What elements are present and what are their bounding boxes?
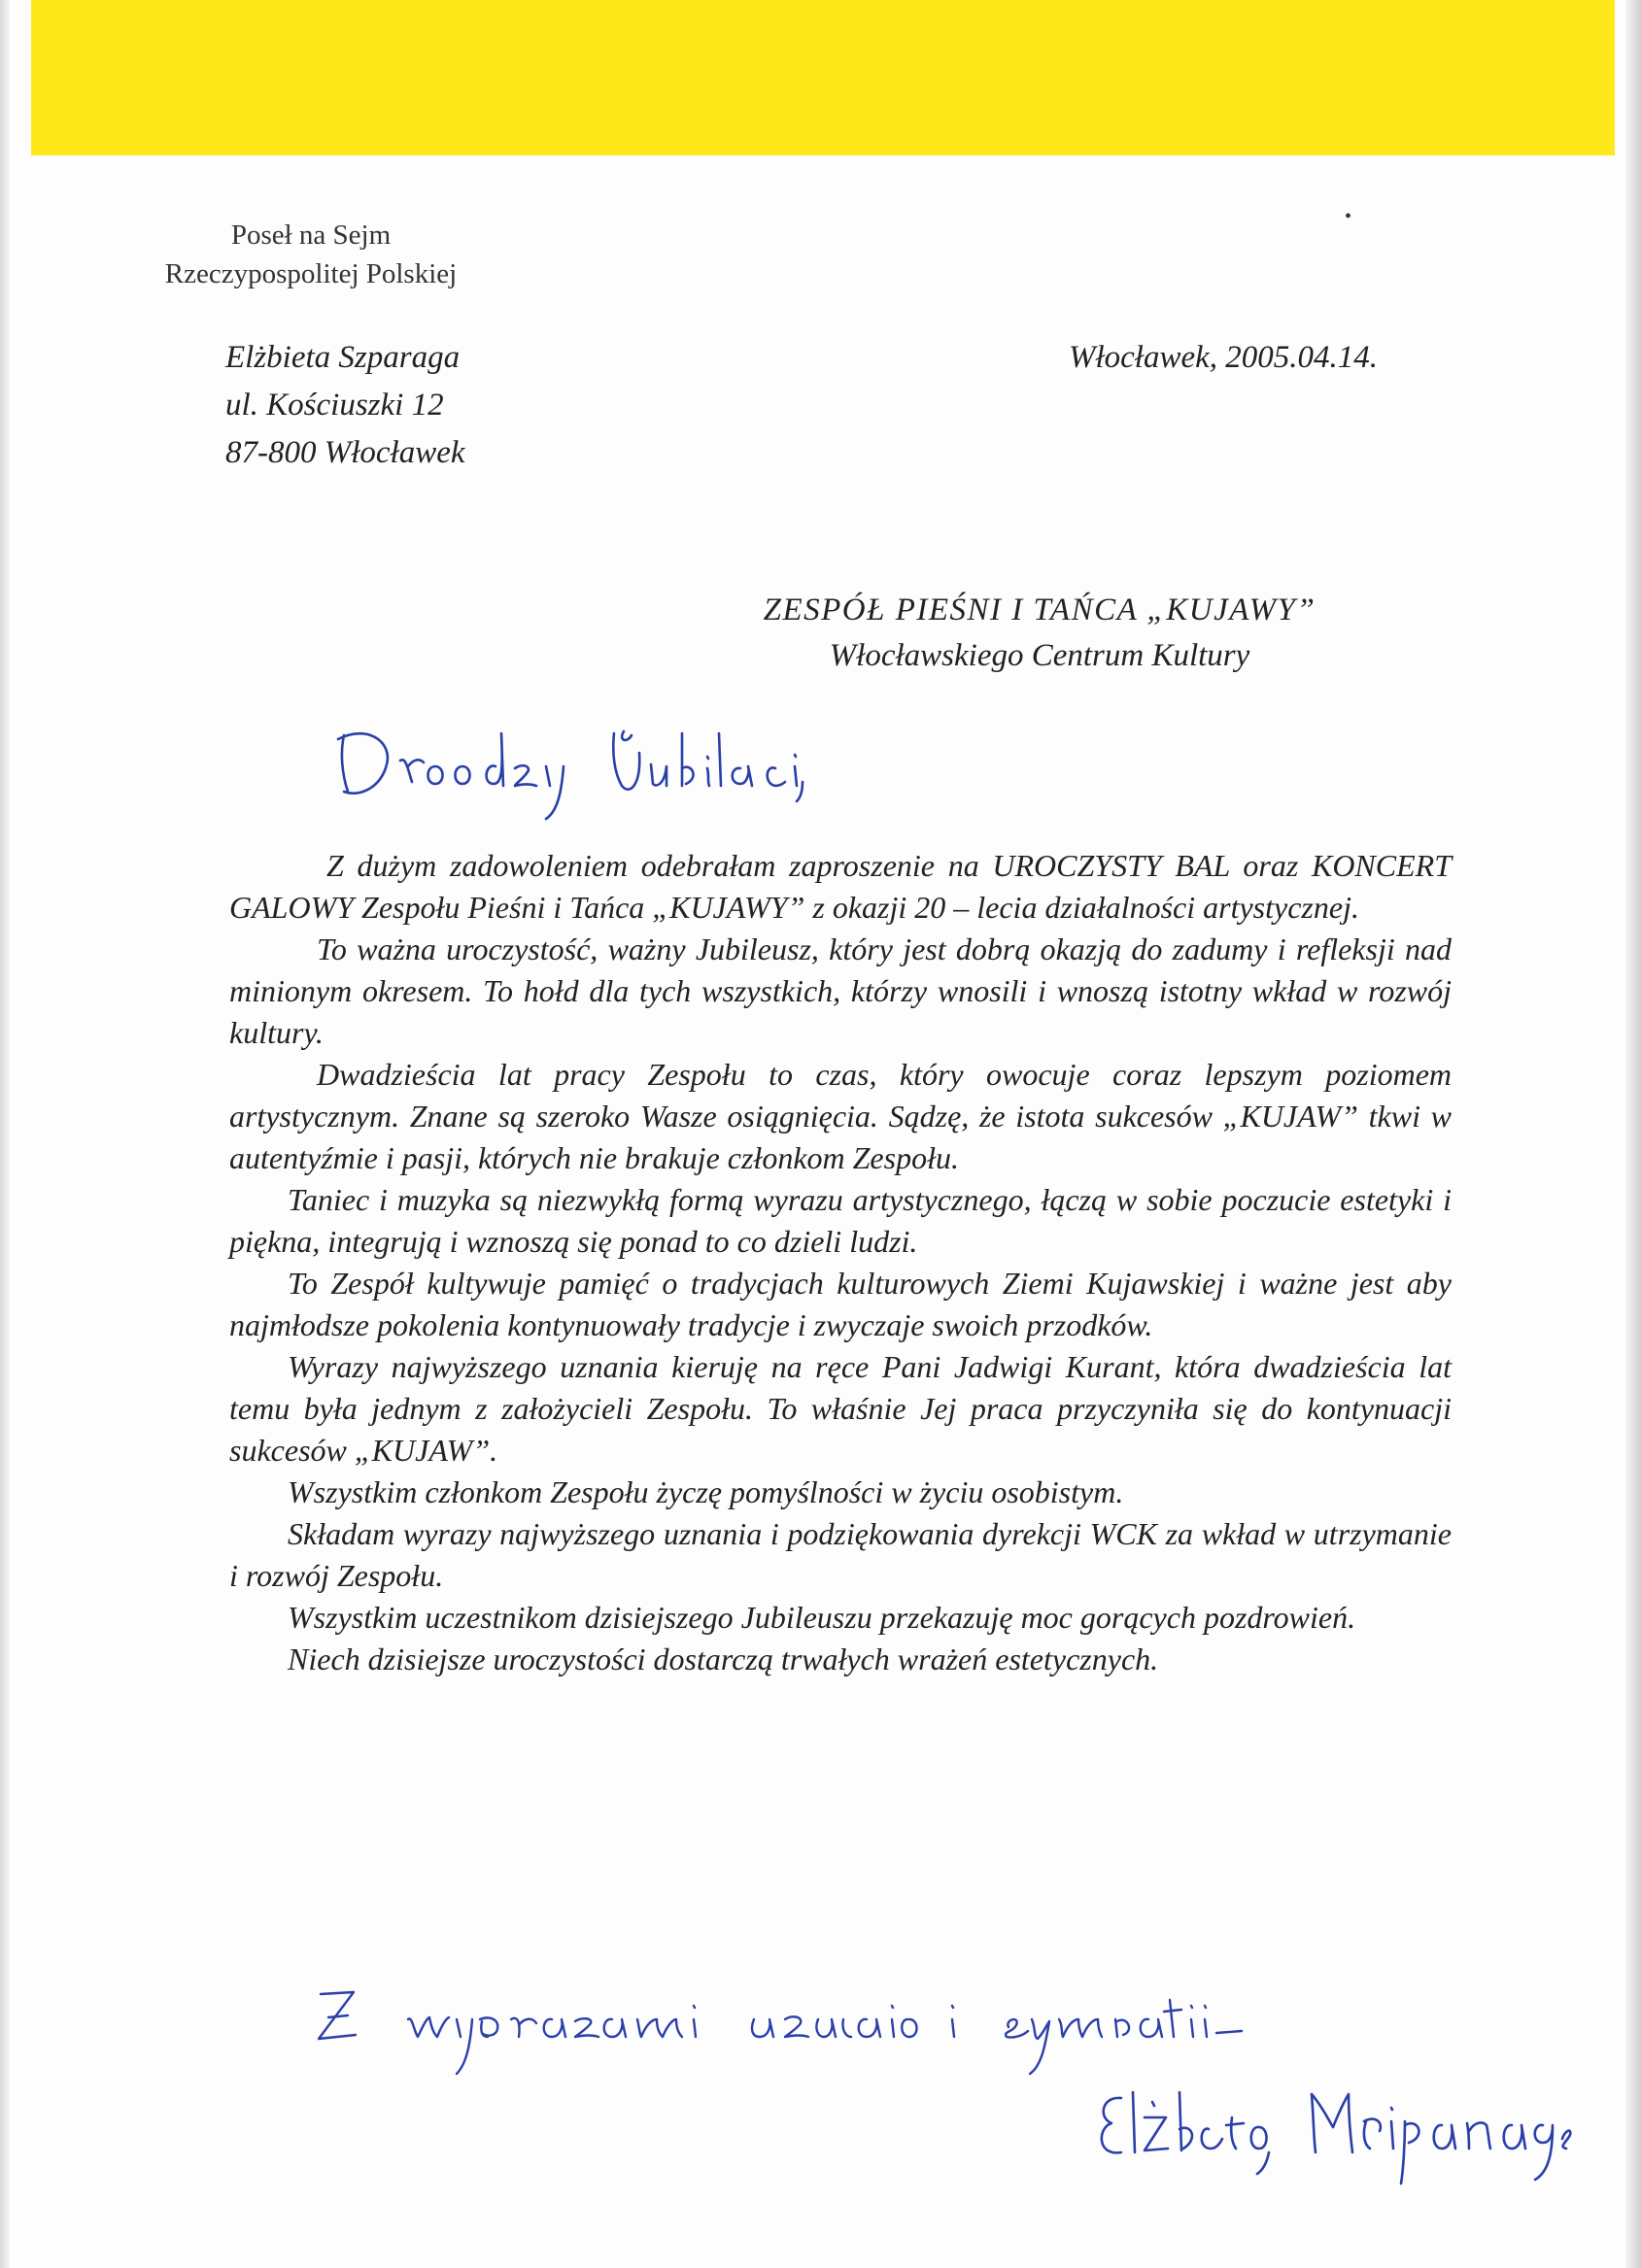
body-paragraph: Dwadzieścia lat pracy Zespołu to czas, który owocuje coraz lepszym poziomem artystycznym. Znane są szeroko Wasze osiągnięcia. Sądzę, że istota sukcesów „KUJAW” tkwi w autentyźmie i pasji, których nie brakuje członkom Zespołu. (229, 1057, 1452, 1175)
scan-edge-left (0, 0, 10, 2268)
handwritten-closing (311, 1977, 1438, 2083)
handwritten-salutation (330, 714, 806, 830)
sender-street: ul. Kościuszki 12 (225, 388, 444, 423)
body-paragraph: Składam wyrazy najwyższego uznania i podziękowania dyrekcji WCK za wkład w utrzymanie i rozwój Zespołu. (229, 1516, 1452, 1593)
body-paragraph: To Zespół kultywuje pamięć o tradycjach kulturowych Ziemi Kujawskiej i ważne jest aby najmłodsze pokolenia kontynuowały tradycje i zwyczaje swoich przodków. (229, 1266, 1452, 1342)
body-paragraph: Wyrazy najwyższego uznania kieruję na ręce Pani Jadwigi Kurant, która dwadzieścia lat temu była jednym z założycieli Zespołu. To właśnie Jej praca przyczyniła się do kontynuacji sukcesów „KUJAW”. (229, 1349, 1452, 1468)
letter-date: Włocławek, 2005.04.14. (1069, 340, 1379, 375)
recipient-organization: Włocławskiego Centrum Kultury (829, 638, 1250, 673)
sender-city: 87-800 Włocławek (225, 435, 465, 470)
recipient-name: ZESPÓŁ PIEŚNI I TAŃCA „KUJAWY” (763, 592, 1316, 627)
body-paragraph: To ważna uroczystość, ważny Jubileusz, który jest dobrą okazją do zadumy i refleksji nad minionym okresem. To hołd dla tych wszystkich, którzy wnosili i wnoszą istotny wkład w rozwój kultury. (229, 931, 1452, 1050)
body-paragraph: Wszystkim członkom Zespołu życzę pomyślności w życiu osobistym. (288, 1474, 1124, 1509)
body-paragraph: Z dużym zadowoleniem odebrałam zaproszenie na UROCZYSTY BAL oraz KONCERT GALOWY Zespołu Pieśni i Tańca „KUJAWY” z okazji 20 – lecia działalności artystycznej. (229, 848, 1452, 925)
sender-address (225, 334, 465, 477)
scan-edge-right (1625, 0, 1641, 2268)
letter-body (229, 845, 1452, 1680)
header-color-band (31, 0, 1615, 155)
handwritten-signature (1088, 2079, 1574, 2195)
body-paragraph: Wszystkim uczestnikom dzisiejszego Jubileuszu przekazuję moc gorących pozdrowień. (288, 1600, 1356, 1635)
sender-title-line: Rzeczypospolitej Polskiej (164, 258, 458, 289)
ink-speck: • (1345, 206, 1352, 227)
recipient-block (670, 588, 1409, 679)
sender-title (117, 216, 505, 293)
body-paragraph: Niech dzisiejsze uroczystości dostarczą trwałych wrażeń estetycznych. (288, 1642, 1159, 1676)
sender-title-line: Poseł na Sejm (230, 220, 392, 251)
body-paragraph: Taniec i muzyka są niezwykłą formą wyrazu artystycznego, łączą w sobie poczucie estetyki i piękna, integrują i wznoszą się ponad to co dzieli ludzi. (229, 1182, 1452, 1259)
sender-name: Elżbieta Szparaga (225, 340, 461, 375)
